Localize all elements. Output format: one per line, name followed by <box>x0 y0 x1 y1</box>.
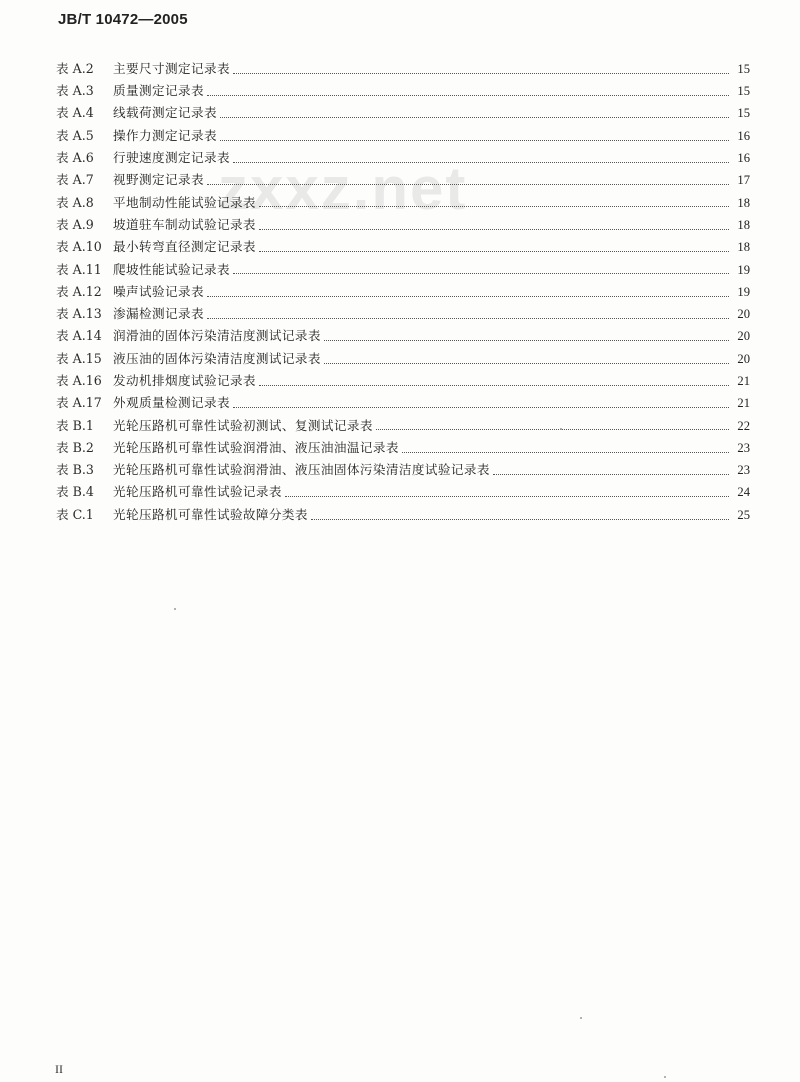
toc-entry[interactable] <box>56 214 750 236</box>
toc-entry-label: 表 A.6 <box>56 150 94 166</box>
toc-entry[interactable] <box>56 147 750 169</box>
toc-entry-page-number: 23 <box>737 440 750 455</box>
toc-dot-leader <box>233 162 729 163</box>
toc-entry-label: 表 A.13 <box>56 306 102 322</box>
toc-entry-title: 液压油的固体污染清洁度测试记录表 <box>113 350 321 366</box>
toc-entry-page-number: 16 <box>737 128 750 143</box>
toc-entry[interactable] <box>56 303 750 325</box>
toc-entry-label: 表 A.8 <box>56 194 94 210</box>
toc-entry[interactable] <box>56 326 750 348</box>
toc-entry[interactable] <box>56 482 750 504</box>
toc-dot-leader <box>220 140 729 141</box>
scan-speck <box>560 428 562 430</box>
toc-entry-title: 坡道驻车制动试验记录表 <box>113 216 256 232</box>
toc-entry-title: 外观质量检测记录表 <box>113 395 230 411</box>
toc-entry-label: 表 A.2 <box>56 60 94 76</box>
toc-entry-page-number: 20 <box>737 307 750 322</box>
toc-dot-leader <box>493 474 729 475</box>
toc-entry[interactable] <box>56 437 750 459</box>
toc-entry[interactable] <box>56 192 750 214</box>
toc-entry-label: 表 B.2 <box>56 439 94 455</box>
toc-entry-label: 表 A.14 <box>56 328 102 344</box>
toc-entry-page-number: 15 <box>737 84 750 99</box>
toc-dot-leader <box>233 73 729 74</box>
toc-entry-label: 表 A.17 <box>56 395 102 411</box>
toc-dot-leader <box>376 429 729 430</box>
toc-entry-page-number: 15 <box>737 106 750 121</box>
toc-entry-title: 光轮压路机可靠性试验初测试、复测试记录表 <box>113 417 373 433</box>
toc-entry-title: 线载荷测定记录表 <box>113 105 217 121</box>
toc-entry-title: 光轮压路机可靠性试验故障分类表 <box>113 506 308 522</box>
toc-entry[interactable] <box>56 504 750 526</box>
toc-entry-title: 主要尺寸测定记录表 <box>113 60 230 76</box>
toc-dot-leader <box>207 95 729 96</box>
toc-entry-page-number: 19 <box>737 262 750 277</box>
toc-entry-label: 表 A.16 <box>56 373 102 388</box>
toc-entry-label: 表 A.4 <box>56 105 94 121</box>
toc-dot-leader <box>220 117 729 118</box>
toc-entry-label: 表 B.4 <box>56 484 94 500</box>
toc-entry-title: 最小转弯直径测定记录表 <box>113 239 256 255</box>
scan-speck <box>580 1017 582 1019</box>
toc-entry-title: 行驶速度测定记录表 <box>113 150 230 166</box>
toc-entry-label: 表 A.11 <box>56 261 102 277</box>
toc-entry-page-number: 20 <box>737 351 750 366</box>
toc-entry-label: 表 A.5 <box>56 127 94 143</box>
toc-entry[interactable] <box>56 370 750 392</box>
toc-dot-leader <box>259 385 729 386</box>
watermark: zxxz.net <box>218 155 468 222</box>
toc-entry[interactable] <box>56 169 750 191</box>
toc-dot-leader <box>259 229 729 230</box>
toc-dot-leader <box>402 452 729 453</box>
toc-entry[interactable] <box>56 103 750 125</box>
toc-entry-page-number: 17 <box>737 173 750 188</box>
toc-dot-leader <box>324 340 729 341</box>
toc-entry-label: 表 A.15 <box>56 350 102 366</box>
toc-entry-title: 噪声试验记录表 <box>113 283 204 299</box>
toc-dot-leader <box>324 363 729 364</box>
toc-entry[interactable] <box>56 281 750 303</box>
toc-entry[interactable] <box>56 415 750 437</box>
toc-entry-label: 表 A.9 <box>56 216 94 232</box>
toc-entry-title: 发动机排烟度试验记录表 <box>113 373 256 388</box>
toc-entry[interactable] <box>56 459 750 481</box>
toc-entry[interactable] <box>56 259 750 281</box>
toc-entry[interactable] <box>56 392 750 414</box>
toc-entry-title: 质量测定记录表 <box>113 83 204 99</box>
toc-entry-label: 表 A.3 <box>56 83 94 99</box>
document-number-header: JB/T 10472—2005 <box>58 11 188 28</box>
scan-speck <box>664 1076 666 1078</box>
toc-dot-leader <box>233 273 729 274</box>
toc-entry-page-number: 18 <box>737 240 750 255</box>
toc-entry-page-number: 18 <box>737 217 750 232</box>
toc-entry-page-number: 21 <box>737 374 750 388</box>
toc-entry-page-number: 20 <box>737 329 750 344</box>
scan-speck <box>174 608 176 610</box>
toc-entry-page-number: 23 <box>737 463 750 478</box>
toc-entry-page-number: 21 <box>737 396 750 411</box>
toc-entry[interactable] <box>56 236 750 258</box>
toc-entry-page-number: 16 <box>737 151 750 166</box>
table-of-contents-list <box>56 58 750 526</box>
toc-entry-title: 爬坡性能试验记录表 <box>113 261 230 277</box>
toc-entry-label: 表 A.7 <box>56 172 94 188</box>
toc-dot-leader <box>285 496 729 497</box>
toc-entry-page-number: 18 <box>737 195 750 210</box>
toc-entry-title: 光轮压路机可靠性试验记录表 <box>113 484 282 500</box>
toc-entry-label: 表 C.1 <box>56 506 94 522</box>
toc-dot-leader <box>311 519 729 520</box>
toc-entry-title: 光轮压路机可靠性试验润滑油、液压油固体污染清洁度试验记录表 <box>113 462 490 478</box>
toc-entry[interactable] <box>56 348 750 370</box>
toc-entry-page-number: 25 <box>737 507 750 522</box>
toc-entry-title: 润滑油的固体污染清洁度测试记录表 <box>113 328 321 344</box>
toc-entry[interactable] <box>56 58 750 80</box>
toc-entry-page-number: 19 <box>737 284 750 299</box>
toc-dot-leader <box>259 206 729 207</box>
toc-dot-leader <box>207 296 729 297</box>
toc-entry-title: 视野测定记录表 <box>113 172 204 188</box>
toc-dot-leader <box>233 407 729 408</box>
toc-entry-label: 表 B.1 <box>56 417 94 433</box>
toc-entry-title: 光轮压路机可靠性试验润滑油、液压油油温记录表 <box>113 439 399 455</box>
toc-entry-title: 平地制动性能试验记录表 <box>113 194 256 210</box>
toc-entry-page-number: 24 <box>737 485 750 500</box>
toc-entry-title: 操作力测定记录表 <box>113 127 217 143</box>
toc-entry[interactable] <box>56 125 750 147</box>
toc-entry-label: 表 A.10 <box>56 239 102 255</box>
toc-entry-page-number: 22 <box>737 418 750 433</box>
toc-entry[interactable] <box>56 80 750 102</box>
page-number-footer: II <box>55 1062 63 1076</box>
toc-dot-leader <box>207 184 729 185</box>
toc-entry-page-number: 15 <box>737 61 750 76</box>
toc-entry-label: 表 A.12 <box>56 283 102 299</box>
toc-dot-leader <box>259 251 729 252</box>
toc-dot-leader <box>207 318 729 319</box>
toc-entry-title: 渗漏检测记录表 <box>113 306 204 322</box>
toc-entry-label: 表 B.3 <box>56 462 94 478</box>
